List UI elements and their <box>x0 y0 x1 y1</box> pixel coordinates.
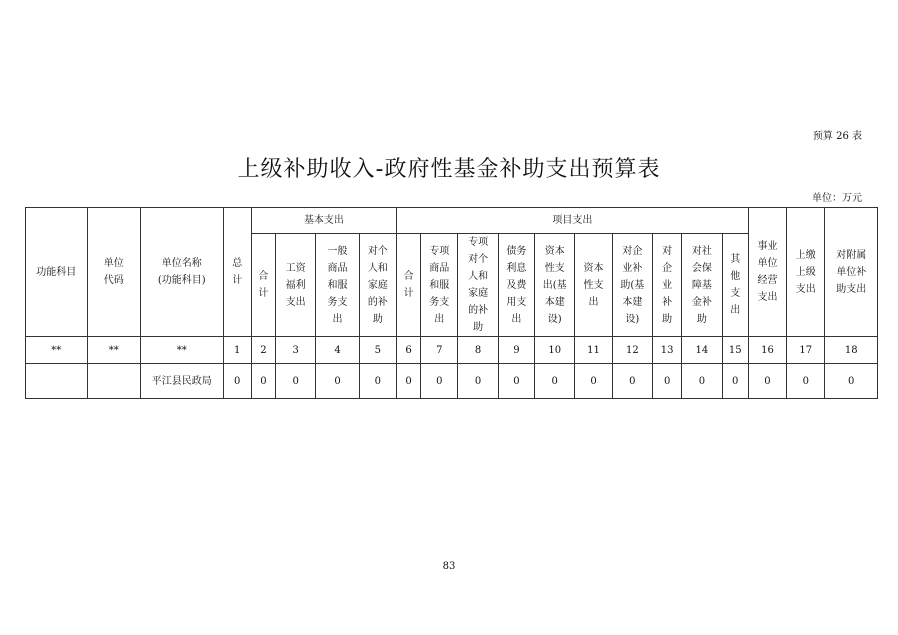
data-cell-unit-name: 平江县民政局 <box>140 364 223 399</box>
header-basic-sub: 对个人和家庭的补助 <box>359 234 396 337</box>
index-cell: 1 <box>223 337 251 364</box>
index-cell: 3 <box>276 337 316 364</box>
index-cell: ** <box>87 337 140 364</box>
data-cell: 0 <box>316 364 359 399</box>
data-cell: 0 <box>682 364 722 399</box>
data-cell: 0 <box>458 364 498 399</box>
index-cell: 18 <box>825 337 878 364</box>
data-cell: 0 <box>223 364 251 399</box>
index-cell: 7 <box>421 337 458 364</box>
header-enterprise-ops: 事业单位经营支出 <box>748 208 786 337</box>
index-cell: ** <box>26 337 88 364</box>
data-cell <box>26 364 88 399</box>
index-cell: 17 <box>787 337 825 364</box>
index-cell: 6 <box>396 337 420 364</box>
index-cell: 12 <box>612 337 652 364</box>
header-project-sub: 对企业补助 <box>653 234 682 337</box>
header-project-sub: 合计 <box>396 234 420 337</box>
data-cell: 0 <box>498 364 534 399</box>
header-project-sub: 债务利息及费用支出 <box>498 234 534 337</box>
data-cell: 0 <box>251 364 275 399</box>
index-cell: 11 <box>575 337 612 364</box>
header-unit-code: 单位代码 <box>87 208 140 337</box>
index-cell: 15 <box>722 337 748 364</box>
header-basic-sub: 工资福利支出 <box>276 234 316 337</box>
index-cell: 4 <box>316 337 359 364</box>
index-cell: 14 <box>682 337 722 364</box>
data-cell: 0 <box>575 364 612 399</box>
budget-table <box>25 207 878 399</box>
header-total: 总计 <box>223 208 251 337</box>
header-project-sub: 资本性支出 <box>575 234 612 337</box>
page-number: 83 <box>442 561 456 572</box>
index-cell: 8 <box>458 337 498 364</box>
index-cell: 13 <box>653 337 682 364</box>
data-cell: 0 <box>748 364 786 399</box>
header-func-subject: 功能科目 <box>26 208 88 337</box>
data-cell: 0 <box>612 364 652 399</box>
header-basic-sub: 合计 <box>251 234 275 337</box>
header-project: 项目支出 <box>396 208 748 234</box>
index-cell: 16 <box>748 337 786 364</box>
index-cell: ** <box>140 337 223 364</box>
header-project-sub: 专项商品和服务支出 <box>421 234 458 337</box>
data-cell: 0 <box>359 364 396 399</box>
header-project-sub: 专项对个人和家庭的补助 <box>458 234 498 337</box>
header-project-sub: 资本性支出(基本建设) <box>535 234 575 337</box>
header-project-sub: 对社会保障基金补助 <box>682 234 722 337</box>
data-cell <box>87 364 140 399</box>
index-row <box>26 337 878 364</box>
header-upper-pay: 上缴上级支出 <box>787 208 825 337</box>
data-cell: 0 <box>396 364 420 399</box>
table-number: 预算 26 表 <box>812 131 862 142</box>
page-title: 上级补助收入-政府性基金补助支出预算表 <box>237 157 661 182</box>
header-project-sub: 对企业补助(基本建设) <box>612 234 652 337</box>
header-project-sub: 其他支出 <box>722 234 748 337</box>
header-basic: 基本支出 <box>251 208 396 234</box>
index-cell: 2 <box>251 337 275 364</box>
data-cell: 0 <box>276 364 316 399</box>
header-basic-sub: 一般商品和服务支出 <box>316 234 359 337</box>
index-cell: 10 <box>535 337 575 364</box>
data-cell: 0 <box>825 364 878 399</box>
data-cell: 0 <box>653 364 682 399</box>
data-cell: 0 <box>535 364 575 399</box>
header-affiliated: 对附属单位补助支出 <box>825 208 878 337</box>
header-unit-name: 单位名称(功能科目) <box>140 208 223 337</box>
data-cell: 0 <box>421 364 458 399</box>
index-cell: 9 <box>498 337 534 364</box>
data-cell: 0 <box>787 364 825 399</box>
unit-label: 单位：万元 <box>812 193 862 204</box>
index-cell: 5 <box>359 337 396 364</box>
table-row <box>26 364 878 399</box>
data-cell: 0 <box>722 364 748 399</box>
